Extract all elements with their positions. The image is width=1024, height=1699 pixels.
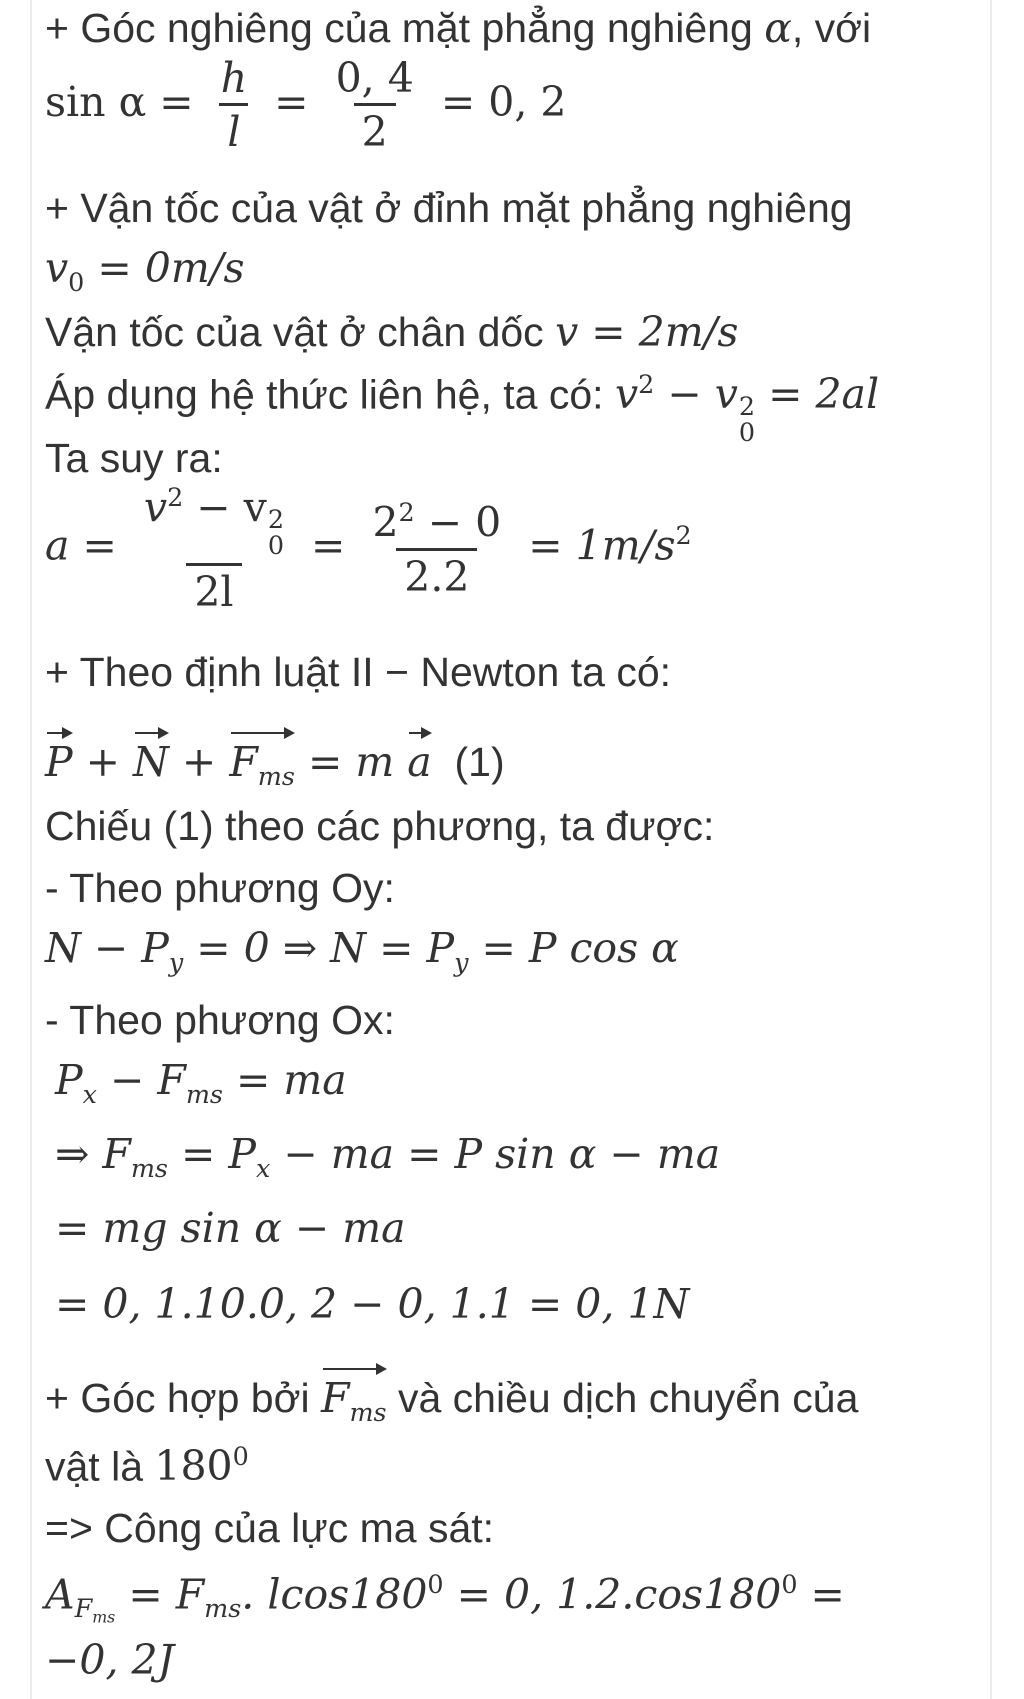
text-span: - Theo phương Ox: — [45, 997, 395, 1043]
text-span: => Công của lực ma sát: — [45, 1505, 495, 1551]
formula-friction — [55, 1130, 721, 1183]
math-subscript: ms — [257, 760, 295, 791]
math-part: − F — [96, 1056, 186, 1104]
line-work-friction — [45, 1505, 495, 1551]
fraction-kinematic — [136, 482, 292, 616]
formula-acceleration — [45, 482, 692, 616]
math-equals: = — [797, 1570, 845, 1619]
math-minus: − 0 — [414, 498, 502, 547]
equation-tag: (1) — [454, 739, 505, 785]
math-plus: + — [72, 738, 134, 786]
math-F: F — [74, 1593, 93, 1624]
math-subscript: ms — [130, 1152, 168, 1183]
fraction-numerator — [136, 482, 292, 563]
math-part: ⇒ F — [55, 1130, 131, 1178]
math-subscript: y — [168, 946, 184, 977]
math-number: 180 — [154, 1442, 233, 1491]
formula-sin-alpha — [45, 54, 567, 156]
formula-ox — [55, 1056, 347, 1109]
fraction-values — [328, 54, 422, 156]
math-rhs: = 0, 2 — [440, 78, 567, 126]
math-subscript: x — [256, 1152, 271, 1183]
formula-oy — [45, 924, 679, 977]
math-lhs: sin α = — [45, 78, 194, 126]
math-inline — [45, 738, 432, 791]
text-span: + Góc nghiêng của mặt phẳng nghiêng — [45, 5, 765, 51]
math-part: −0, 2J — [45, 1636, 175, 1684]
line-newton-law — [45, 649, 672, 695]
math-subscript: 0 — [68, 266, 85, 297]
math-part: = 0, 1.2.cos180 — [443, 1570, 782, 1619]
math-inline: v = 2m/s — [555, 308, 739, 356]
fraction-denominator: 2.2 — [396, 548, 477, 598]
vector-P: P — [45, 738, 73, 786]
math-superscript: 2 — [638, 369, 655, 399]
fraction-numeric — [364, 497, 509, 601]
math-number: 2 — [372, 498, 399, 547]
text-span: và chiều dịch chuyển của — [386, 1375, 859, 1421]
math-supsub — [267, 503, 284, 561]
line-angle-value — [45, 1441, 249, 1491]
math-part: = mg sin α − ma — [55, 1204, 406, 1252]
math-rest: = 2al — [755, 370, 880, 419]
math-part: = 0, 1.10.0, 2 − 0, 1.1 = 0, 1N — [55, 1280, 690, 1328]
math-part: = 0 ⇒ N = P — [183, 924, 455, 972]
math-minus: − v — [654, 370, 738, 419]
line-axis-ox — [45, 997, 395, 1043]
math-superscript: 2 — [398, 497, 415, 528]
fraction-denominator: l — [219, 103, 248, 153]
formula-work — [45, 1569, 845, 1627]
math-superscript: 2 — [738, 390, 756, 421]
math-superscript: 0 — [232, 1441, 249, 1471]
math-superscript: 2 — [167, 482, 184, 512]
line-axis-oy — [45, 865, 395, 911]
fraction-denominator: 2 — [354, 103, 396, 153]
fraction-numerator: 0, 4 — [335, 54, 414, 102]
line-deduce — [45, 435, 223, 481]
math-subscript: 0 — [738, 417, 756, 448]
math-superscript: 2 — [267, 503, 284, 534]
math-F: F — [321, 1374, 350, 1422]
line-angle-friction — [45, 1374, 859, 1427]
math-minus: − v — [183, 483, 267, 532]
math-rhs: = 1m/s — [528, 521, 676, 570]
fraction-numerator — [364, 497, 509, 547]
vector-a: a — [407, 738, 432, 786]
math-part: = P — [167, 1130, 256, 1178]
math-lhs: a = — [45, 521, 117, 570]
math-subscript: ms — [185, 1078, 223, 1109]
math-inline — [614, 369, 880, 448]
math-v: v — [45, 244, 69, 292]
fraction-h-over-l — [213, 54, 255, 156]
math-superscript: 0 — [427, 1569, 444, 1599]
fraction-denominator: 2l — [186, 563, 241, 613]
vector-Fms — [321, 1374, 387, 1427]
math-subscript: x — [82, 1078, 97, 1109]
fraction-numerator: h — [220, 54, 248, 102]
line-velocity-bottom — [45, 308, 739, 356]
math-subscript: 0 — [267, 530, 284, 561]
math-equals: = — [274, 78, 309, 126]
math-rest: = 0m/s — [84, 244, 245, 292]
math-subscript — [74, 1593, 116, 1627]
text-span: + Vận tốc của vật ở đỉnh mặt phẳng nghiêng — [45, 185, 853, 231]
formula-vector-equation — [45, 738, 505, 791]
vector-N: N — [133, 738, 169, 786]
math-subscript: y — [454, 946, 469, 977]
math-inline — [154, 1442, 248, 1490]
text-span: + Theo định luật II − Newton ta có: — [45, 649, 672, 695]
formula-v0 — [45, 244, 245, 297]
math-plus: + — [168, 738, 230, 786]
math-subscript: ms — [349, 1396, 387, 1427]
math-part: = F — [115, 1570, 205, 1619]
math-part: − ma = P sin α − ma — [270, 1130, 721, 1178]
math-subscript: ms — [92, 1607, 116, 1627]
text-span: vật là — [45, 1443, 155, 1490]
text-span: Áp dụng hệ thức liên hệ, ta có: — [45, 371, 615, 418]
formula-friction-expand — [55, 1204, 406, 1252]
math-v: v — [614, 370, 639, 419]
math-A: A — [45, 1570, 75, 1619]
math-v: v — [143, 483, 168, 532]
math-equals: = m — [294, 738, 408, 786]
formula-friction-value — [55, 1280, 690, 1328]
math-F: F — [229, 738, 258, 786]
math-part: . lcos180 — [241, 1570, 428, 1619]
math-part: = ma — [222, 1056, 347, 1104]
math-part: = P cos α — [468, 924, 679, 972]
text-span: Vận tốc của vật ở chân dốc — [45, 309, 556, 355]
text-span: - Theo phương Oy: — [45, 865, 395, 911]
line-slope-angle — [45, 4, 872, 52]
math-subscript: ms — [204, 1593, 242, 1624]
vector-Fms — [229, 738, 295, 791]
math-part: P — [55, 1056, 83, 1104]
math-superscript: 2 — [675, 520, 692, 551]
text-span: + Góc hợp bởi — [45, 1375, 321, 1421]
math-part: N − P — [45, 924, 169, 972]
math-supsub — [738, 390, 756, 448]
math-superscript: 0 — [781, 1569, 798, 1599]
text-span: Chiếu (1) theo các phương, ta được: — [45, 803, 715, 849]
formula-work-result — [45, 1636, 175, 1684]
text-span: Ta suy ra: — [45, 435, 223, 481]
text-span: , với — [791, 5, 872, 51]
line-velocity-top — [45, 185, 853, 231]
line-projection — [45, 803, 715, 849]
math-equals: = — [311, 521, 346, 570]
math-alpha: α — [764, 4, 792, 52]
